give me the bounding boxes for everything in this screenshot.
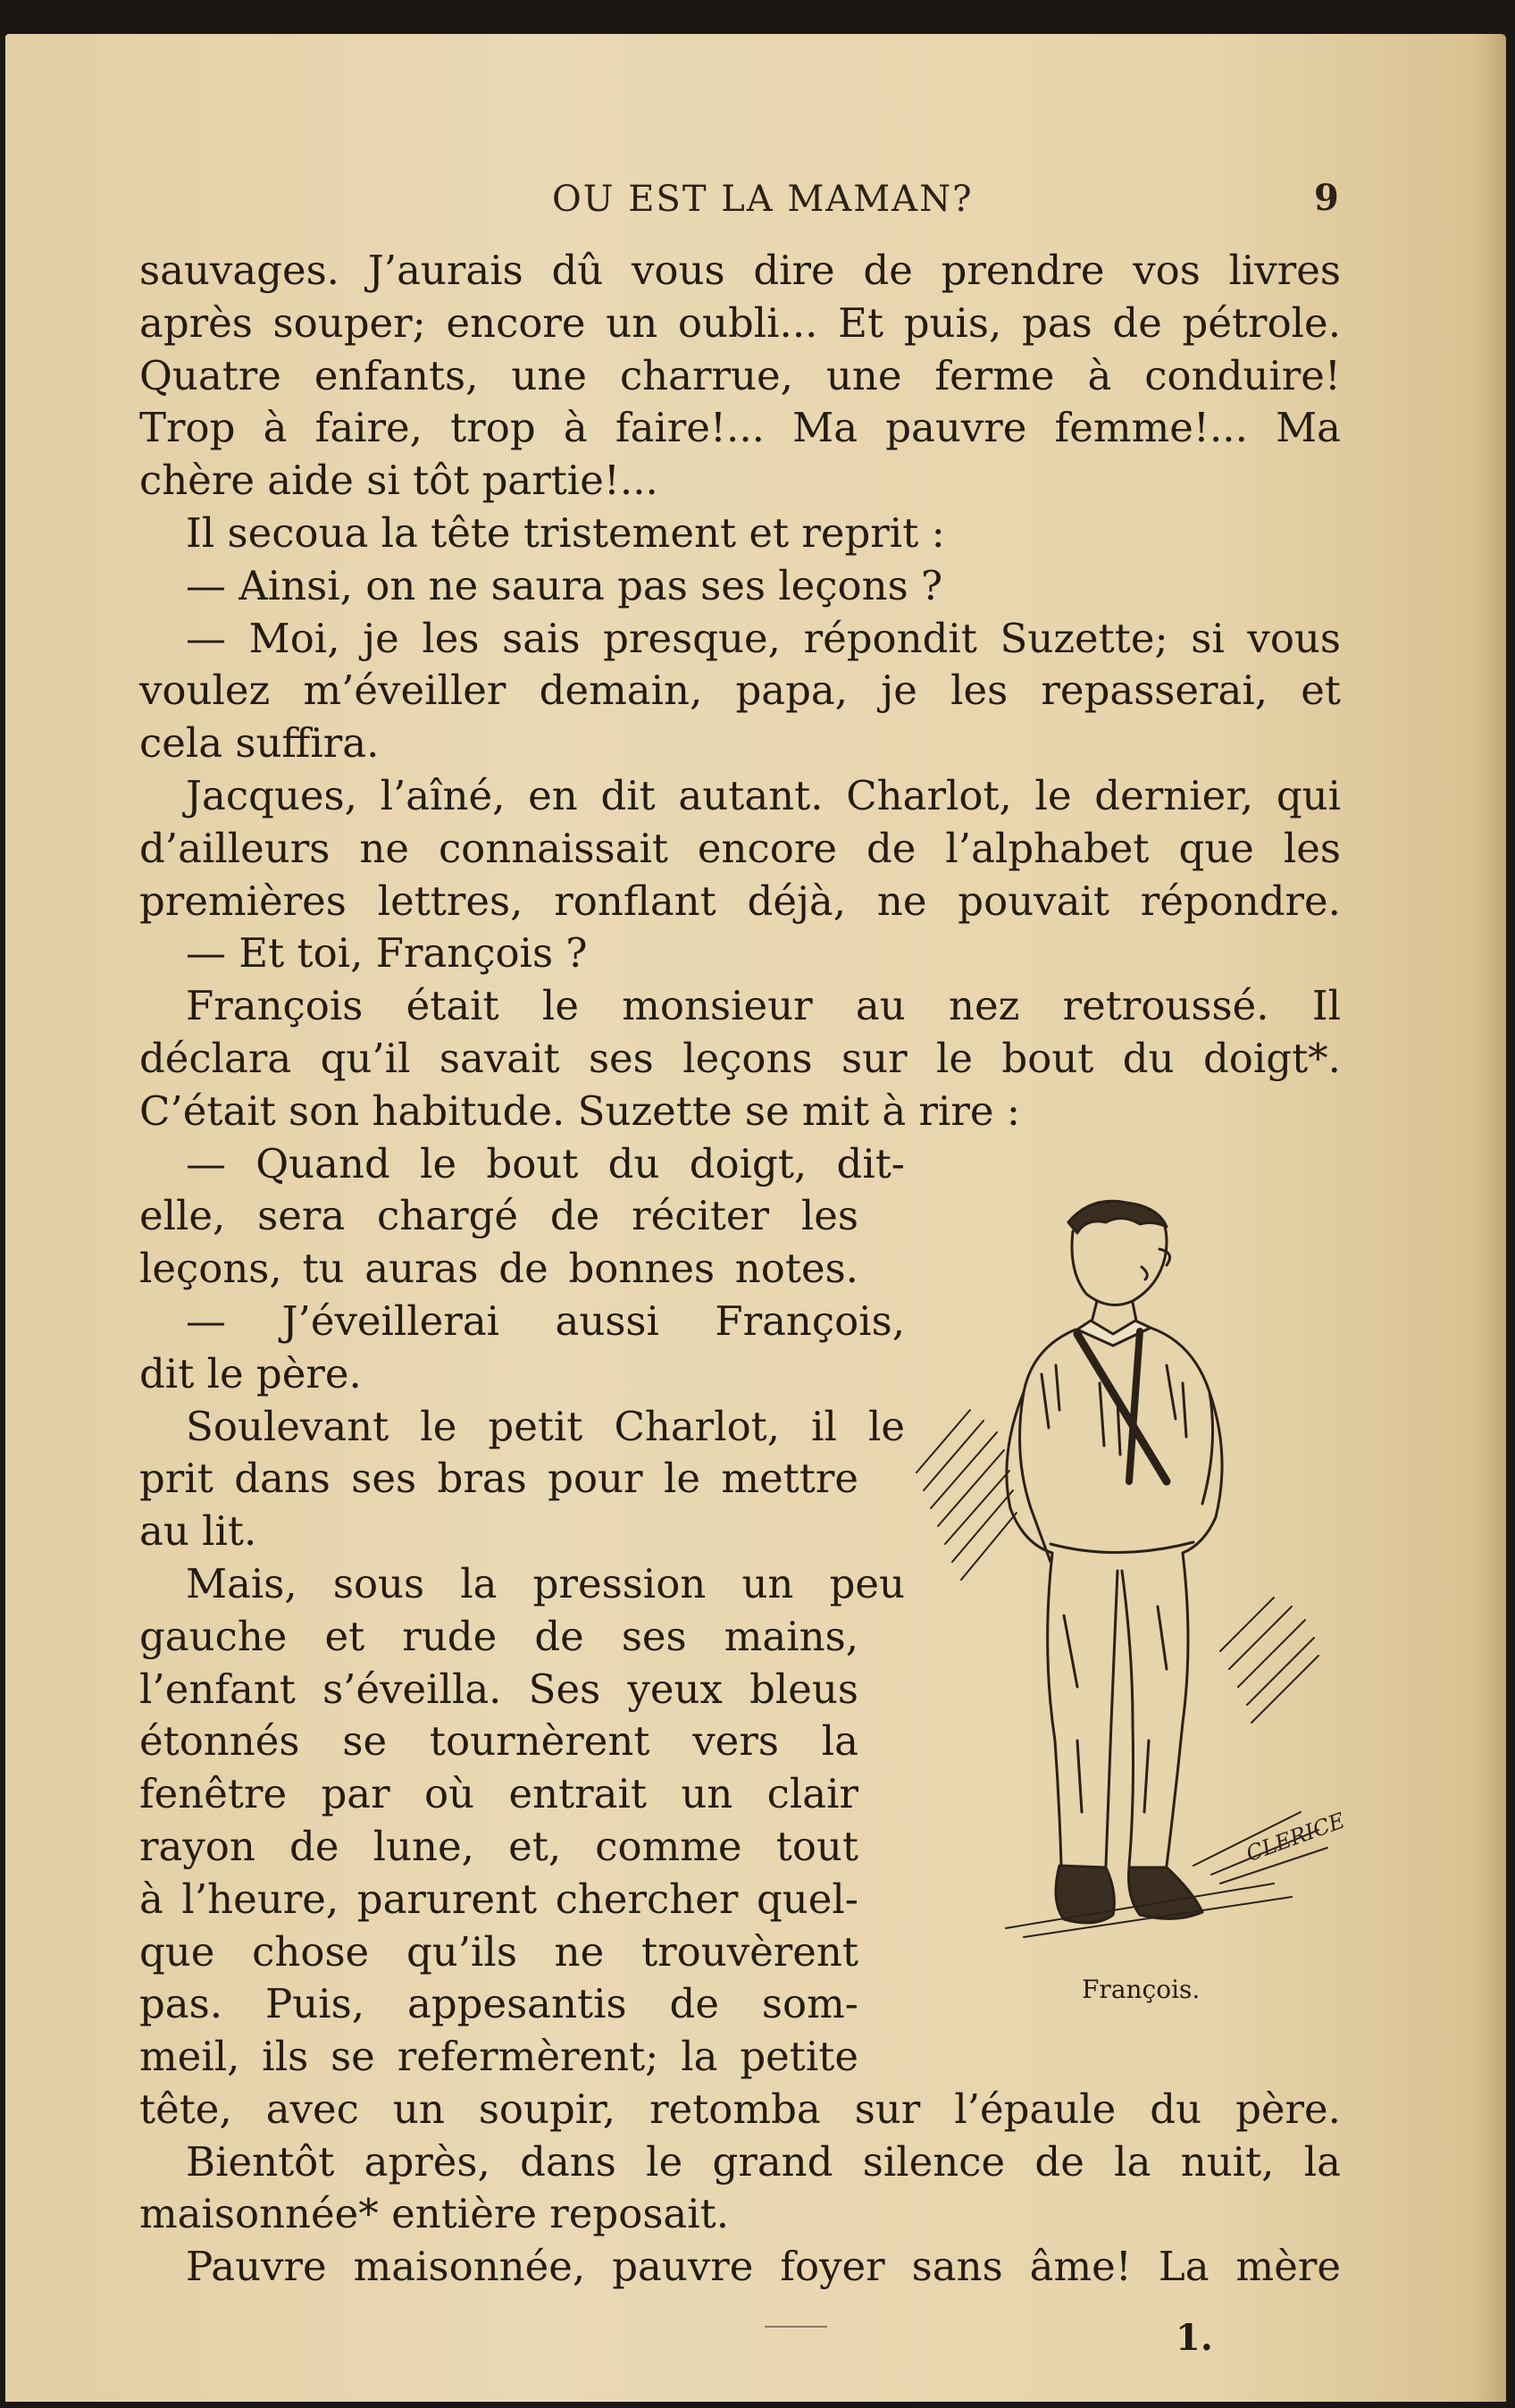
text-line: pas. Puis, appesantis de som- [139,1980,858,2028]
text-line: leçons, tu auras de bonnes notes. [139,1245,858,1293]
text-line: à l’heure, parurent chercher quel- [139,1875,858,1923]
text-line: après souper; encore un oubli... Et puis, pas de pétrole. [139,298,1341,347]
text-line: — Et toi, François ? [186,929,588,977]
text-line: étonnés se tournèrent vers la [139,1717,858,1766]
text-line: sauvages. J’aurais dû vous dire de prendre vos livres [139,247,1341,294]
text-line: fenêtre par où entrait un clair [139,1770,858,1818]
text-line: chère aide si tôt partie!... [139,457,658,505]
text-line: maisonnée* entière reposait. [139,2190,730,2238]
running-title: OU EST LA MAMAN? [552,179,974,220]
signature-mark: 1. [1176,2317,1213,2359]
text-line: François était le monsieur au nez retroussé. Il [186,982,1341,1030]
text-line: premières lettres, ronflant déjà, ne pouvait répondre. [139,877,1341,925]
text-line: Quatre enfants, une charrue, une ferme à conduire! [139,351,1341,399]
text-line: au lit. [139,1507,257,1556]
text-line: tête, avec un soupir, retomba sur l’épaule du père. [139,2085,1341,2133]
text-line: — J’éveillerai aussi François, [186,1296,905,1345]
running-head [5,168,1506,222]
text-line: l’enfant s’éveilla. Ses yeux bleus [139,1665,858,1713]
text-line: Il secoua la tête tristement et reprit : [186,508,945,557]
text-line: — Ainsi, on ne saura pas ses leçons ? [186,561,943,609]
text-line: — Quand le bout du doigt, dit- [186,1139,905,1187]
text-line: — Moi, je les sais presque, répondit Suzette; si vous [186,614,1341,662]
page-number: 9 [1314,177,1339,219]
text-line: cela suffira. [139,719,380,768]
text-line: d’ailleurs ne connaissait encore de l’alphabet que les [139,824,1341,872]
text-line: Soulevant le petit Charlot, il le [186,1402,905,1450]
text-line: Pauvre maisonnée, pauvre foyer sans âme! La mère [186,2243,1341,2291]
text-line: voulez m’éveiller demain, papa, je les repasserai, et [139,667,1341,715]
text-line: gauche et rude de ses mains, [139,1612,858,1660]
artist-signature: CLERICE [1243,1808,1349,1867]
ornament-rule [765,2326,827,2328]
illustration-francois [899,1187,1363,2026]
text-line: dit le père. [139,1349,362,1397]
book-page [5,34,1506,2402]
text-line: Trop à faire, trop à faire!... Ma pauvre femme!... Ma [139,404,1341,452]
boy-figure-illustration [899,1187,1363,1991]
text-line: elle, sera chargé de réciter les [139,1192,858,1240]
text-line: Jacques, l’aîné, en dit autant. Charlot, le dernier, qui [186,771,1341,819]
text-line: prit dans ses bras pour le mettre [139,1455,858,1503]
text-line: C’était son habitude. Suzette se mit à rire : [139,1087,1021,1135]
text-line: Mais, sous la pression un peu [186,1559,905,1607]
figure-caption: François. [1082,1975,1201,2004]
text-line: que chose qu’ils ne trouvèrent [139,1927,858,1976]
text-line: déclara qu’il savait ses leçons sur le bout du doigt*. [139,1034,1341,1082]
text-line: Bientôt après, dans le grand silence de la nuit, la [186,2137,1341,2186]
text-line: rayon de lune, et, comme tout [139,1822,858,1870]
text-line: meil, ils se refermèrent; la petite [139,2033,858,2081]
